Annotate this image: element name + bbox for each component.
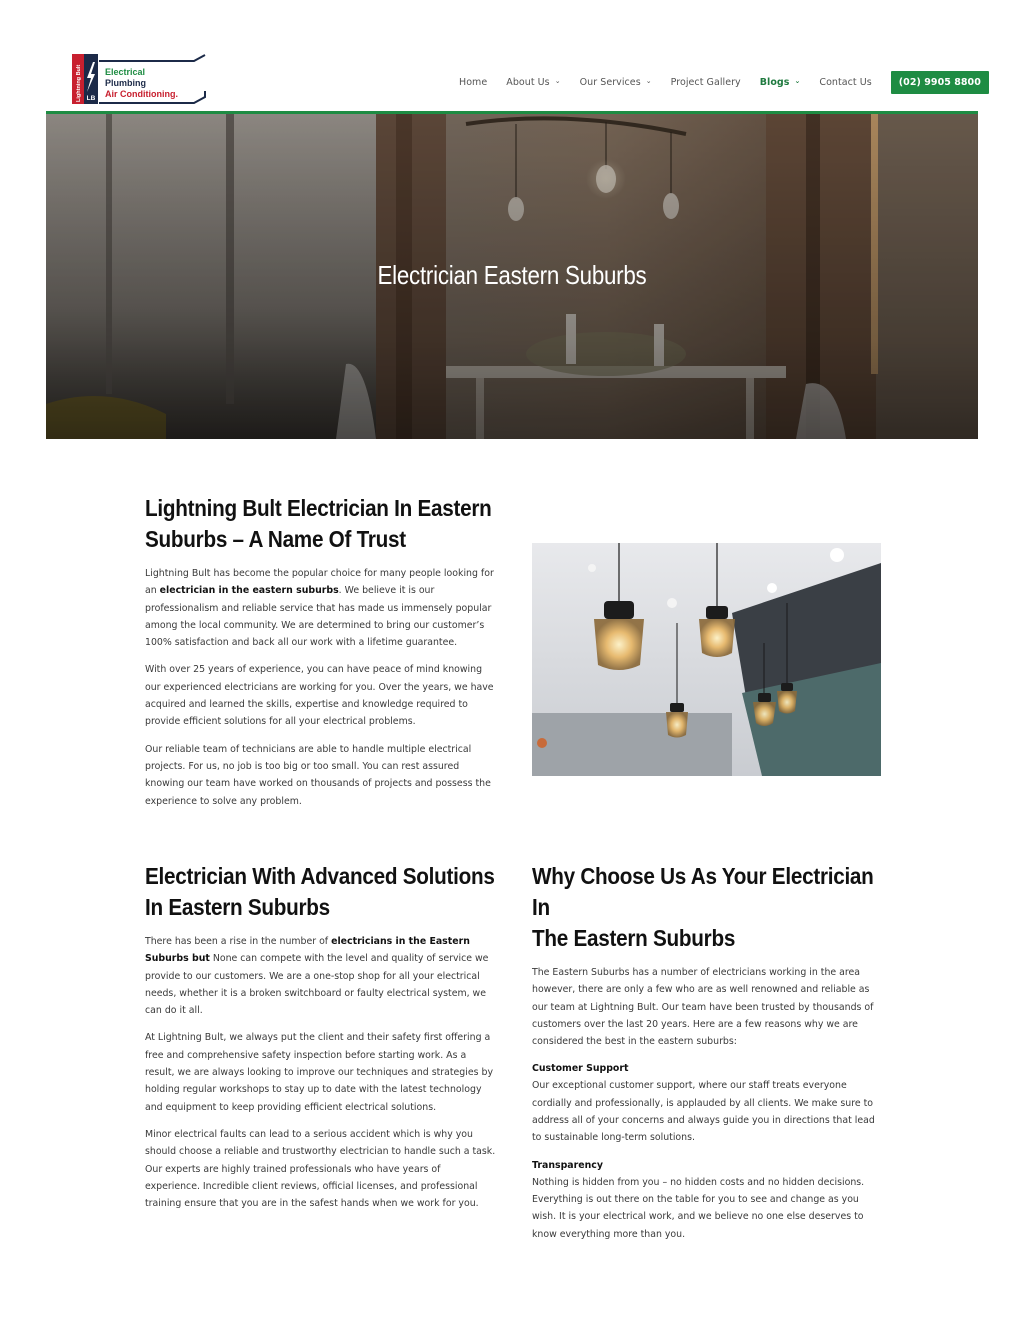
customer-support-subheading: Customer Support [532, 1063, 629, 1075]
transparency-text: Nothing is hidden from you – no hidden costs and no hidden decisions. Everything is out there on the table for you to see and change as you wish. It is your electrical work, and we believe no one else deserves to know everything more than you. [532, 1176, 865, 1240]
advanced-heading-line1: Electrician With Advanced Solutions [145, 863, 495, 889]
logo-line-plumbing: Plumbing [105, 78, 146, 88]
why-heading-line1: Why Choose Us As Your Electrician In [532, 863, 874, 920]
nav-blogs[interactable] [760, 77, 801, 88]
phone-button[interactable]: (02) 9905 8800 [891, 71, 989, 94]
why-choose-heading [532, 861, 883, 954]
logo-line-aircon: Air Conditioning. [105, 89, 178, 99]
main-nav [459, 70, 989, 94]
site-logo[interactable] [72, 54, 206, 107]
advanced-paragraph-1 [145, 933, 497, 1019]
hero-banner [46, 111, 978, 439]
intro-p1-a: Lightning Bult has become the popular choice for many people looking for an [145, 568, 494, 597]
intro-heading-line2: Suburbs – A Name Of Trust [145, 526, 406, 552]
nav-about-us[interactable] [506, 77, 560, 88]
nav-our-services-label: Our Services [579, 76, 641, 88]
chevron-down-icon: ⌄ [554, 77, 561, 85]
advanced-p1-link: electricians in the Eastern Suburbs but [145, 936, 470, 965]
intro-section [145, 493, 497, 820]
nav-blogs-label: Blogs [759, 76, 790, 88]
intro-heading [145, 493, 496, 555]
customer-support-text: Our exceptional customer support, where our staff treats everyone cordially and professionally, is applauded by all clients. We make sure to address all of your concerns and always guide you in directions that lead to sustainable long-term solutions. [532, 1080, 875, 1144]
intro-heading-line1: Lightning Bult Electrician In Eastern [145, 495, 492, 521]
intro-paragraph-1 [145, 565, 497, 651]
advanced-paragraph-3: Minor electrical faults can lead to a serious accident which is why you should choose a reliable and trustworthy electrician to handle such a task. Our experts are highly trained professionals who have years of experience. Incredible client reviews, official licenses, and professional training ensure that you are in the safest hands when we work for you. [145, 1128, 496, 1210]
nav-home[interactable] [459, 77, 487, 88]
logo-mark [72, 54, 206, 107]
site-header [0, 0, 1024, 111]
logo-top-line [99, 55, 205, 61]
intro-p1-b: . We believe it is our professionalism and reliable service that has made us immensely popular among the local community. We are determined to bring our customer’s 100% satisfaction and back all our work with a lifetime guarantee. [145, 585, 492, 649]
advanced-p1-a: There has been a rise in the number of [145, 936, 332, 947]
advanced-p1-b: None can compete with the level and quality of service we provide to our customers. We are a one-stop shop for all your electrical needs, whether it is a broken switchboard or faulty electrical system, we can do it all. [145, 953, 489, 1017]
nav-project-gallery-label: Project Gallery [670, 76, 741, 88]
chevron-down-icon: ⌄ [645, 77, 652, 85]
advanced-paragraph-2: At Lightning Bult, we always put the client and their safety first offering a free and comprehensive safety inspection before starting work. As a result, we are always looking to improve our techniques and strategies by holding regular workshops to stay up to date with the latest technology and equipment to keep providing efficient electrical solutions. [145, 1032, 493, 1113]
transparency-subheading: Transparency [532, 1159, 603, 1171]
nav-contact-us-label: Contact Us [819, 76, 872, 88]
why-choose-us-section [532, 861, 884, 1253]
nav-our-services[interactable] [580, 77, 652, 88]
nav-home-label: Home [459, 76, 488, 88]
why-heading-line2: The Eastern Suburbs [532, 925, 736, 951]
intro-paragraph-2: With over 25 years of experience, you can have peace of mind knowing our experienced electricians are working for you. Over the years, we have acquired and learned the skills, expertise and knowledge required to provide efficient solutions for all your electrical problems. [145, 664, 494, 728]
nav-about-us-label: About Us [506, 76, 550, 88]
hero-title: Electrician Eastern Suburbs [377, 260, 647, 290]
intro-p1-link: electrician in the eastern suburbs [159, 585, 339, 597]
nav-contact-us[interactable] [819, 77, 871, 88]
advanced-heading-line2: In Eastern Suburbs [145, 894, 330, 920]
nav-project-gallery[interactable] [671, 77, 741, 88]
intro-paragraph-3: Our reliable team of technicians are able to handle multiple electrical projects. For us, no job is too big or too small. You can rest assured knowing our team have worked on thousands of projects and possess the experience to solve any problem. [145, 743, 491, 807]
advanced-solutions-section [145, 861, 497, 1222]
pendant-lights-image [532, 543, 881, 776]
logo-initials: LB [86, 95, 96, 102]
logo-line-electrical: Electrical [105, 67, 146, 77]
advanced-solutions-heading [145, 861, 496, 923]
logo-brand-vertical: Lightning Bult [76, 64, 82, 102]
pendant-lights-photo [532, 543, 881, 776]
chevron-down-icon: ⌄ [794, 77, 801, 85]
why-paragraph-1: The Eastern Suburbs has a number of electricians working in the area however, there are only a few who are as well renowned and reliable as our team at Lightning Bult. Our team have been trusted by thousands of customers over the last 20 years. Here are a few reasons why we are considered the best in the eastern suburbs: [532, 967, 874, 1048]
